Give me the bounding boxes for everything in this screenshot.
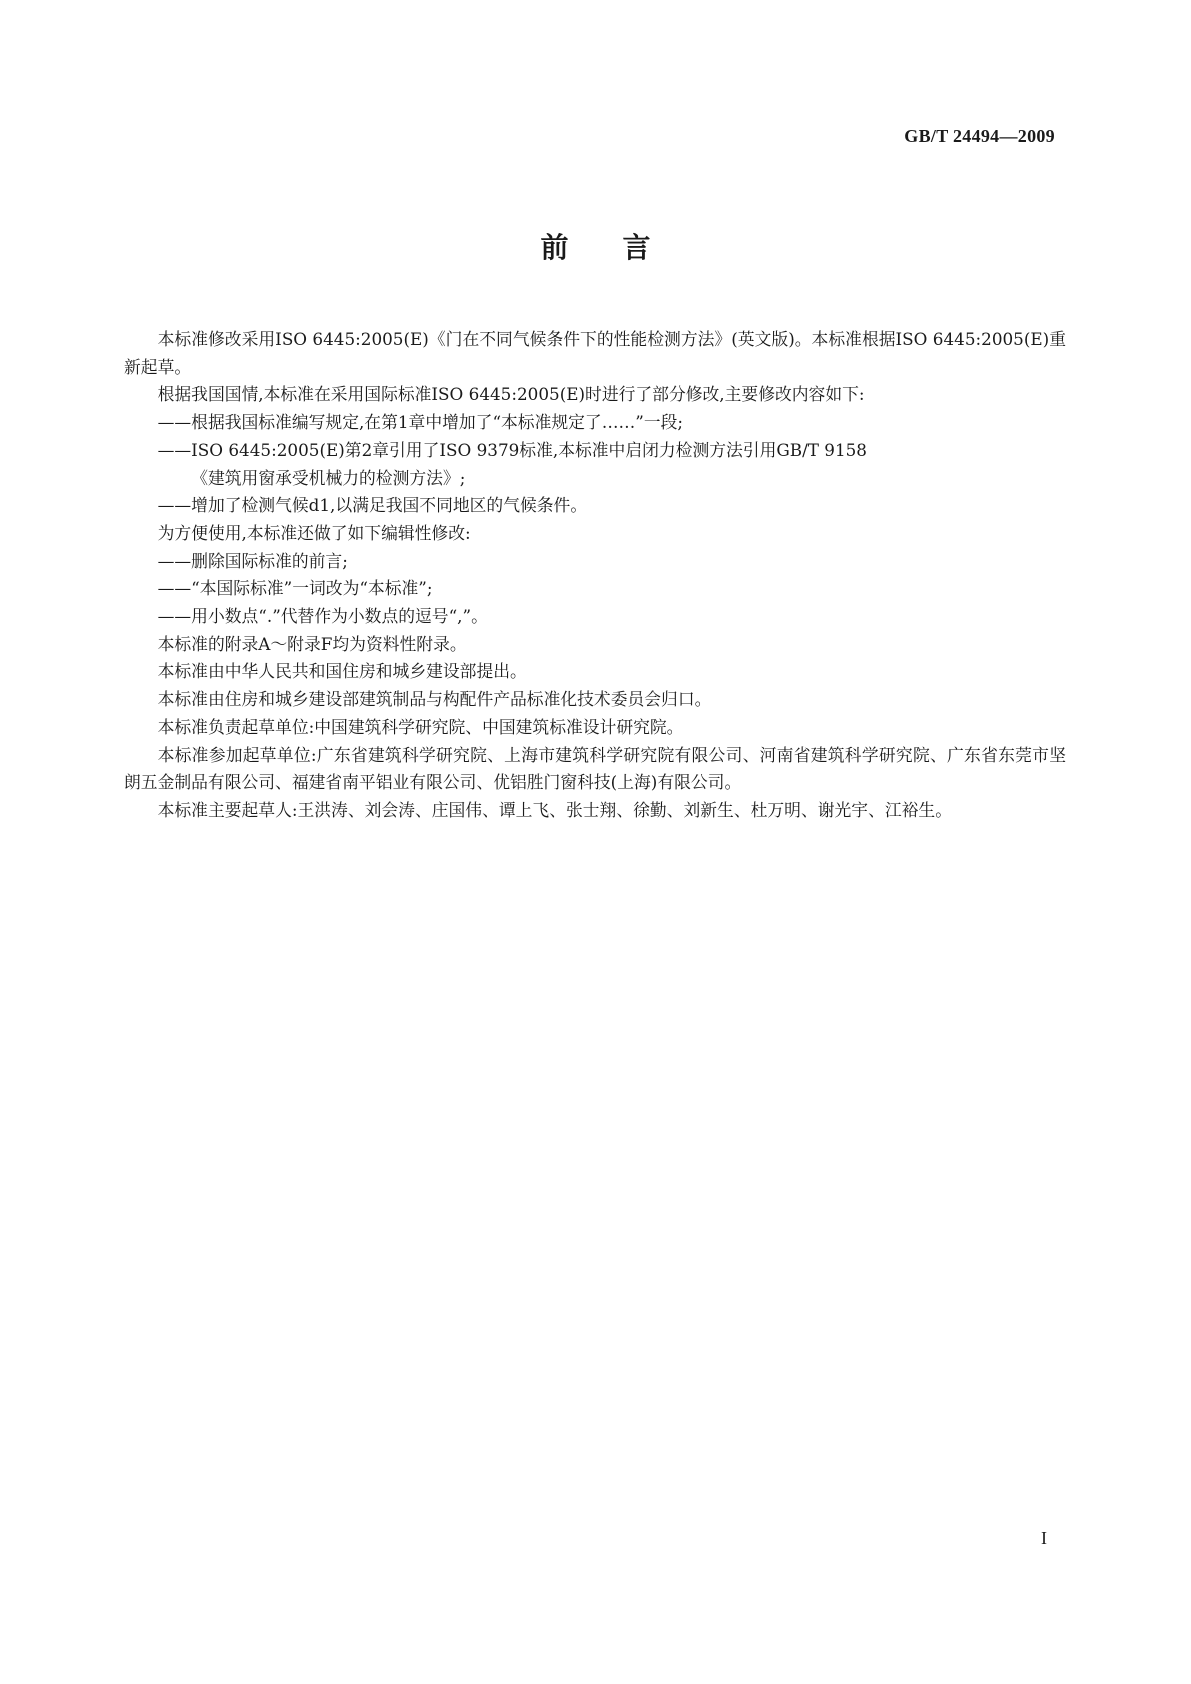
- paragraph-editorial-intro: 为方便使用,本标准还做了如下编辑性修改:: [157, 522, 471, 543]
- paragraph-annexes: 本标准的附录A～附录F均为资料性附录。: [157, 633, 467, 654]
- list-item: ——根据我国标准编写规定,在第1章中增加了“本标准规定了……”一段;: [157, 412, 684, 433]
- standard-number: GB/T 24494—2009: [904, 126, 1055, 146]
- foreword-body: [124, 326, 1066, 825]
- page-number: I: [1041, 1528, 1047, 1548]
- paragraph-participating-drafters: 本标准参加起草单位:广东省建筑科学研究院、上海市建筑科学研究院有限公司、河南省建筑科学研究院、广东省东莞市坚朗五金制品有限公司、福建省南平铝业有限公司、优铝胜门窗科技(上海)有限公司。: [124, 744, 1066, 793]
- paragraph-centralized-by: 本标准由住房和城乡建设部建筑制品与构配件产品标准化技术委员会归口。: [157, 689, 712, 710]
- paragraph-adoption: 本标准修改采用ISO 6445:2005(E)《门在不同气候条件下的性能检测方法》(英文版)。本标准根据ISO 6445:2005(E)重新起草。: [124, 329, 1066, 377]
- paragraph-main-drafters: 本标准主要起草人:王洪涛、刘会涛、庄国伟、谭上飞、张士翔、徐勤、刘新生、杜万明、谢光宇、江裕生。: [157, 799, 952, 820]
- list-item: ——增加了检测气候d1,以满足我国不同地区的气候条件。: [157, 495, 588, 516]
- paragraph-proposed-by: 本标准由中华人民共和国住房和城乡建设部提出。: [157, 661, 527, 682]
- page-title: 前言: [540, 231, 705, 264]
- list-item: ——用小数点“.”代替作为小数点的逗号“,”。: [157, 606, 488, 627]
- paragraph-responsible-drafters: 本标准负责起草单位:中国建筑科学研究院、中国建筑标准设计研究院。: [157, 716, 684, 737]
- list-item: [124, 437, 1066, 492]
- paragraph-modifications-intro: 根据我国国情,本标准在采用国际标准ISO 6445:2005(E)时进行了部分修改,主要修改内容如下:: [157, 384, 865, 405]
- list-item-text: ——ISO 6445:2005(E)第2章引用了ISO 9379标准,本标准中启闭力检测方法引用GB/T 9158: [157, 439, 867, 460]
- list-item: ——删除国际标准的前言;: [157, 550, 348, 571]
- list-item: ——“本国际标准”一词改为“本标准”;: [157, 578, 433, 599]
- list-item-continuation: 《建筑用窗承受机械力的检测方法》;: [191, 467, 466, 488]
